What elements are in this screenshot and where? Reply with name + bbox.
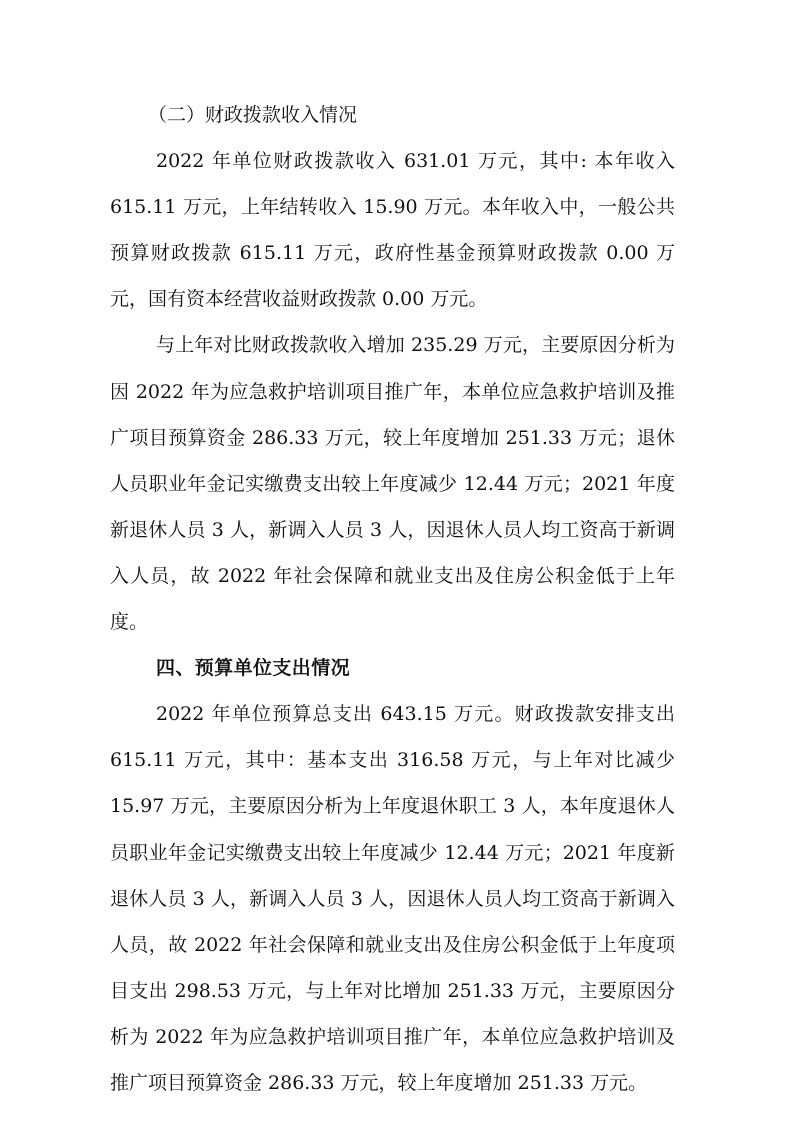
document-body <box>110 92 675 1106</box>
section-title-fiscal-appropriation-income: （二）财政拨款收入情况 <box>148 104 358 126</box>
paragraph-appropriation-comparison: 与上年对比财政拨款收入增加 235.29 万元，主要原因分析为因 2022 年为应急救护培训项目推广年，本单位应急救护培训及推广项目预算资金 286.33 万元，较上年度增加 251.33 万元；退休人员职业年金记实缴费支出较上年度减少 12.44 万元；2021 年度新退休人员 3 人，新调入人员 3 人，因退休人员人均工资高于新调入人员，故 2022 年社会保障和就业支出及住房公积金低于上年度。 <box>110 334 675 634</box>
paragraph-appropriation-summary: 2022 年单位财政拨款收入 631.01 万元，其中: 本年收入 615.11 万元，上年结转收入 15.90 万元。本年收入中，一般公共预算财政拨款 615.11 万元，政府性基金预算财政拨款 0.00 万元，国有资本经营收益财政拨款 0.00 万元。 <box>110 150 675 311</box>
paragraph-expenditure-detail: 2022 年单位预算总支出 643.15 万元。财政拨款安排支出 615.11 万元，其中：基本支出 316.58 万元，与上年对比减少 15.97 万元，主要原因分析为上年度退休职工 3 人，本年度退休人员职业年金记实缴费支出较上年度减少 12.44 万元；2021 年度新退休人员 3 人，新调入人员 3 人，因退休人员人均工资高于新调入人员，故 2022 年社会保障和就业支出及住房公积金低于上年度项目支出 298.53 万元，与上年对比增加 251.33 万元，主要原因分析为 2022 年为应急救护培训项目推广年，本单位应急救护培训及推广项目预算资金 286.33 万元，较上年度增加 251.33 万元。 <box>110 703 675 1094</box>
section-title-budget-expenditure: 四、预算单位支出情况 <box>156 657 351 680</box>
